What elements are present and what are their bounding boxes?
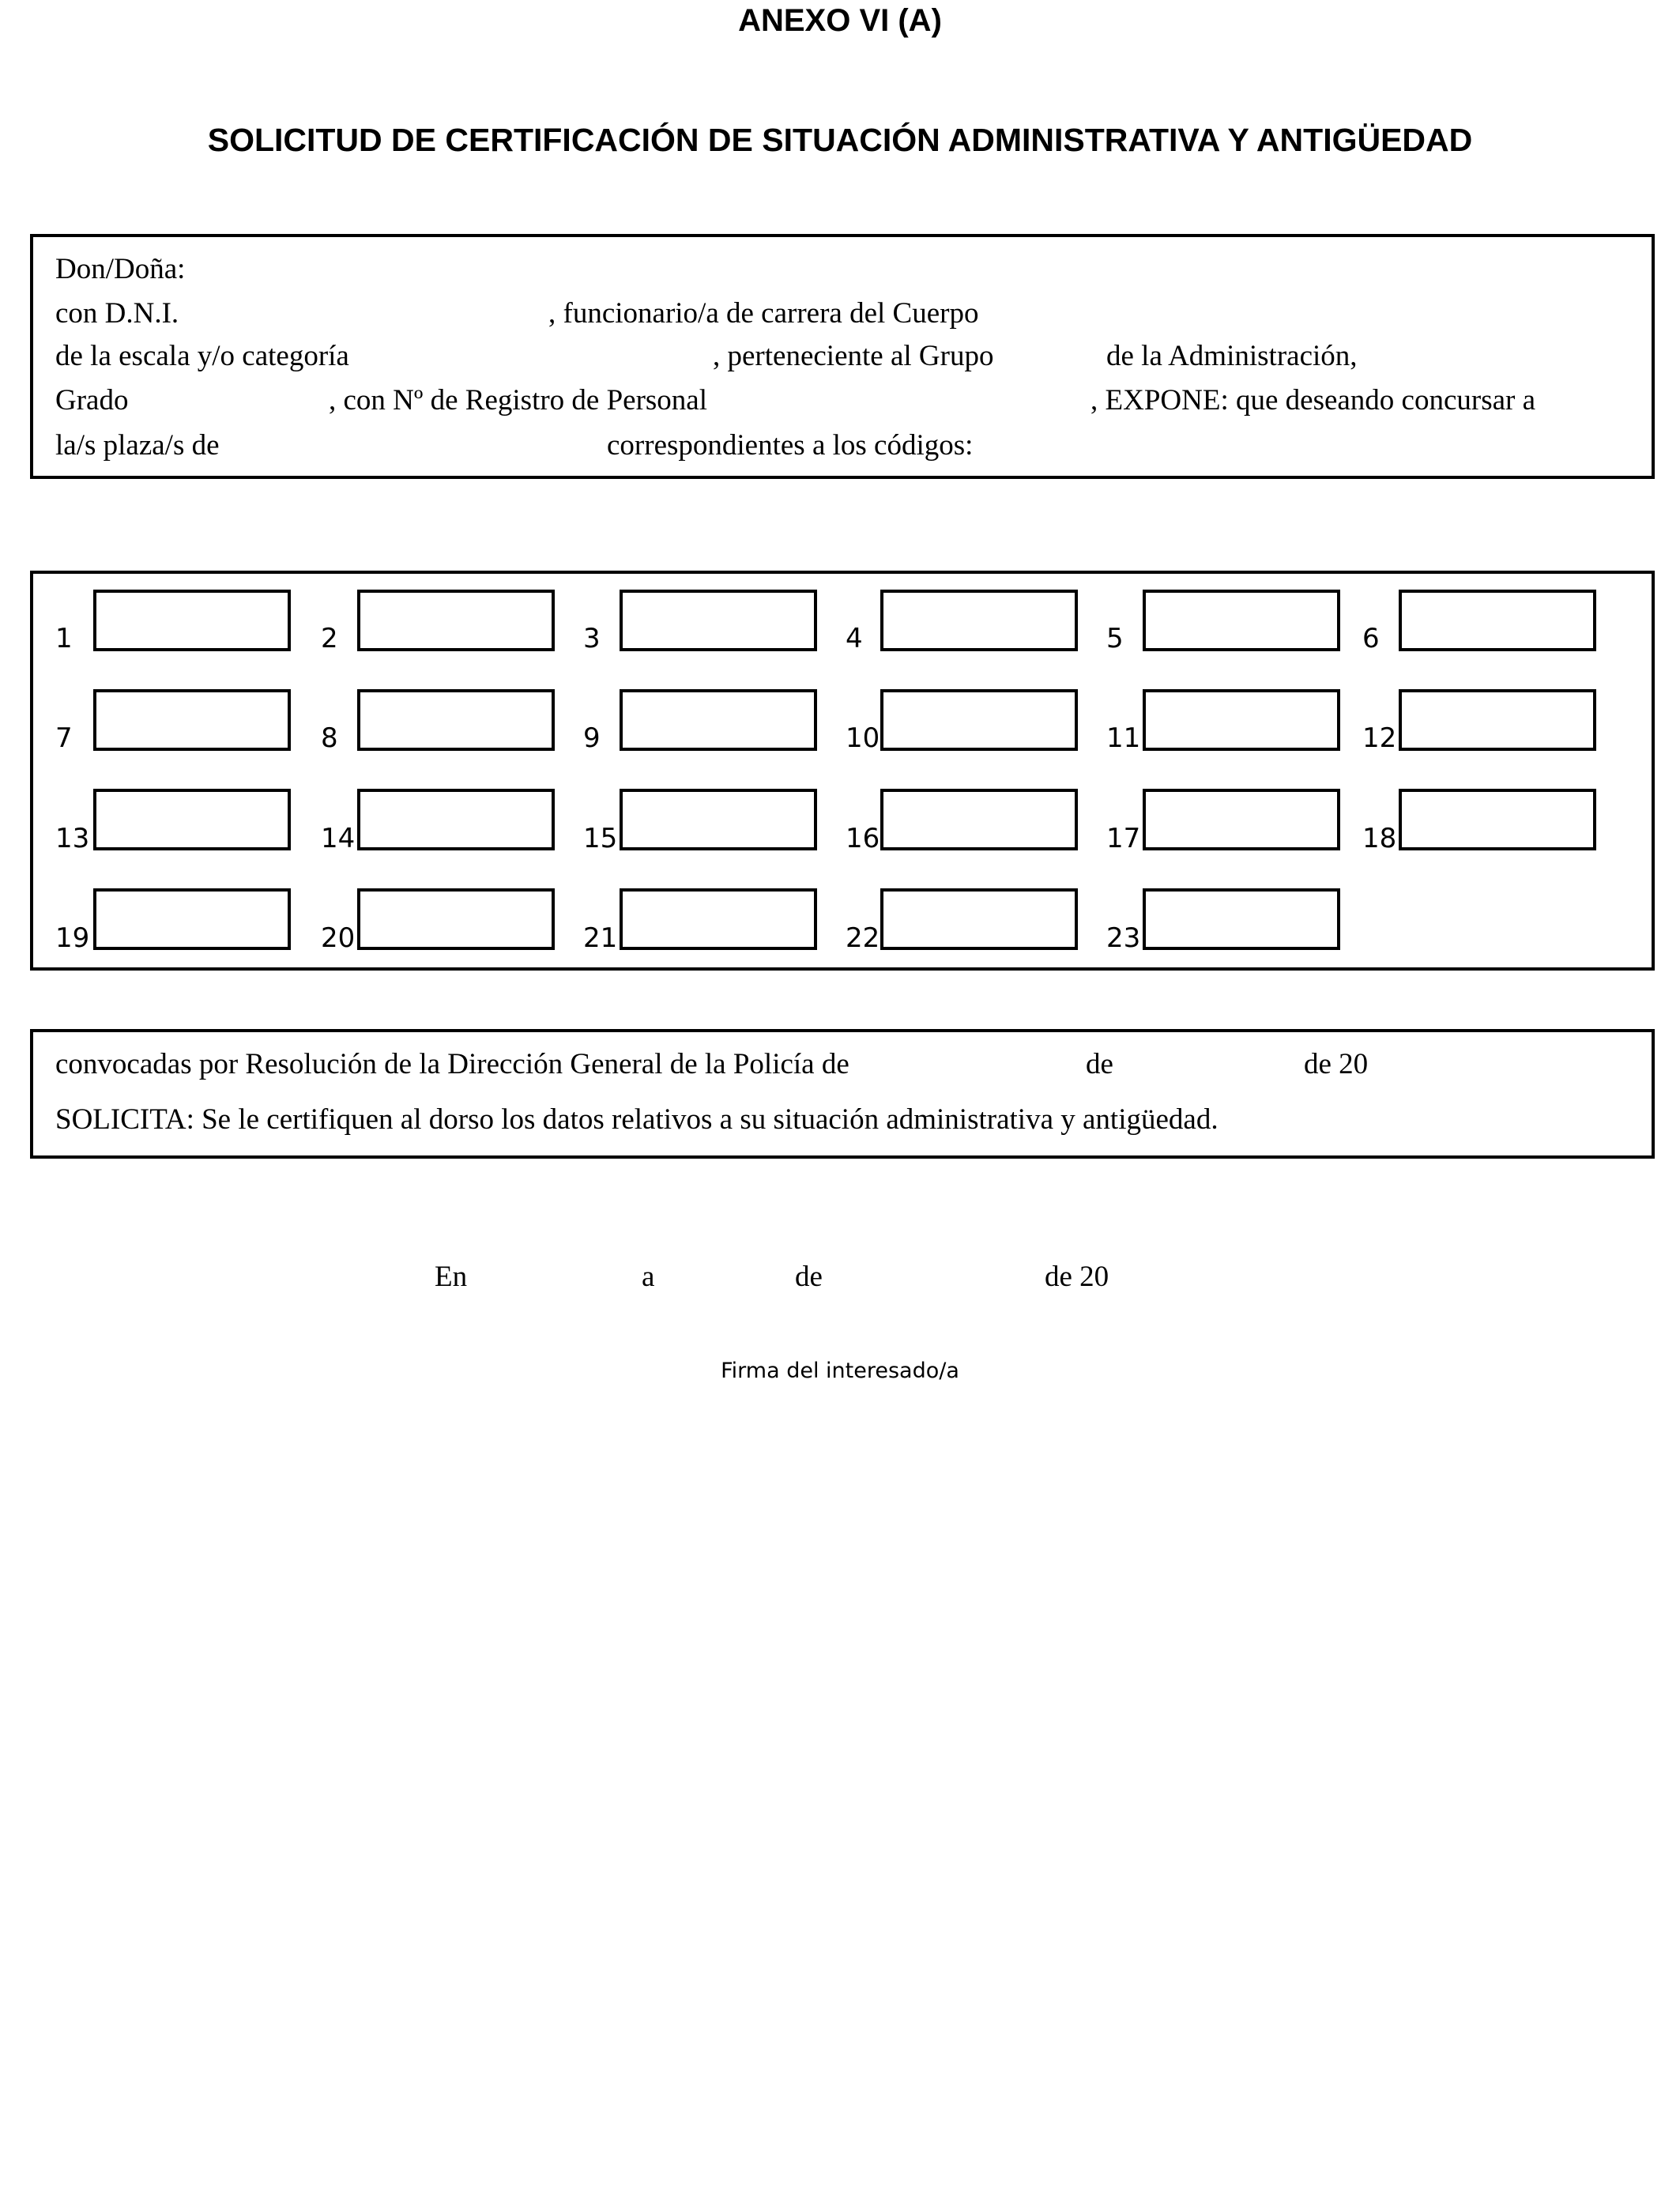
code-number: 17 bbox=[1106, 823, 1141, 854]
code-input-box[interactable] bbox=[1399, 590, 1596, 651]
code-number: 5 bbox=[1106, 623, 1124, 654]
code-input-box[interactable] bbox=[880, 789, 1078, 850]
codigos-label: correspondientes a los códigos: bbox=[607, 429, 974, 462]
annex-title: ANEXO VI (A) bbox=[738, 3, 942, 38]
form-title: SOLICITUD DE CERTIFICACIÓN DE SITUACIÓN ADMINISTRATIVA Y ANTIGÜEDAD bbox=[207, 122, 1473, 158]
code-input-box[interactable] bbox=[620, 888, 817, 950]
plazas-label: la/s plaza/s de bbox=[55, 429, 220, 462]
code-input-box[interactable] bbox=[93, 689, 291, 751]
convocadas-label: convocadas por Resolución de la Dirección General de la Policía de bbox=[55, 1048, 849, 1080]
code-number: 21 bbox=[583, 922, 618, 954]
code-input-box[interactable] bbox=[620, 689, 817, 751]
code-input-box[interactable] bbox=[357, 789, 555, 850]
registro-label: , con Nº de Registro de Personal bbox=[329, 384, 708, 417]
code-number: 8 bbox=[321, 722, 338, 754]
code-number: 15 bbox=[583, 823, 618, 854]
code-input-box[interactable] bbox=[357, 590, 555, 651]
fecha-de-label: de bbox=[795, 1261, 823, 1293]
code-number: 1 bbox=[55, 623, 73, 654]
code-number: 4 bbox=[846, 623, 863, 654]
code-input-box[interactable] bbox=[880, 689, 1078, 751]
code-input-box[interactable] bbox=[1143, 888, 1340, 950]
code-input-box[interactable] bbox=[1143, 689, 1340, 751]
code-input-box[interactable] bbox=[93, 888, 291, 950]
code-number: 14 bbox=[321, 823, 356, 854]
code-input-box[interactable] bbox=[620, 590, 817, 651]
code-number: 3 bbox=[583, 623, 601, 654]
perteneciente-label: , perteneciente al Grupo bbox=[713, 340, 994, 372]
code-number: 12 bbox=[1362, 722, 1397, 754]
firma-label: Firma del interesado/a bbox=[721, 1359, 959, 1383]
code-input-box[interactable] bbox=[1143, 590, 1340, 651]
dni-label: con D.N.I. bbox=[55, 297, 179, 330]
funcionario-label: , funcionario/a de carrera del Cuerpo bbox=[548, 297, 979, 330]
code-input-box[interactable] bbox=[880, 590, 1078, 651]
code-input-box[interactable] bbox=[880, 888, 1078, 950]
code-number: 18 bbox=[1362, 823, 1397, 854]
convocatoria-de-label: de bbox=[1086, 1048, 1113, 1080]
code-input-box[interactable] bbox=[357, 888, 555, 950]
code-number: 6 bbox=[1362, 623, 1380, 654]
code-number: 22 bbox=[846, 922, 880, 954]
code-input-box[interactable] bbox=[93, 789, 291, 850]
solicita-text: SOLICITA: Se le certifiquen al dorso los datos relativos a su situación administrativa y antigüedad. bbox=[55, 1103, 1219, 1136]
convocatoria-year-label: de 20 bbox=[1304, 1048, 1369, 1080]
code-number: 20 bbox=[321, 922, 356, 954]
code-input-box[interactable] bbox=[357, 689, 555, 751]
fecha-a-label: a bbox=[642, 1261, 655, 1293]
code-input-box[interactable] bbox=[1399, 789, 1596, 850]
don-label: Don/Doña: bbox=[55, 253, 186, 285]
code-number: 13 bbox=[55, 823, 90, 854]
code-input-box[interactable] bbox=[1143, 789, 1340, 850]
escala-label: de la escala y/o categoría bbox=[55, 340, 349, 372]
code-number: 10 bbox=[846, 722, 880, 754]
code-number: 2 bbox=[321, 623, 338, 654]
grado-label: Grado bbox=[55, 384, 129, 417]
fecha-en-label: En bbox=[435, 1261, 468, 1293]
code-input-box[interactable] bbox=[1399, 689, 1596, 751]
code-number: 7 bbox=[55, 722, 73, 754]
code-input-box[interactable] bbox=[93, 590, 291, 651]
code-number: 9 bbox=[583, 722, 601, 754]
code-number: 19 bbox=[55, 922, 90, 954]
administracion-label: de la Administración, bbox=[1106, 340, 1358, 372]
code-number: 16 bbox=[846, 823, 880, 854]
fecha-year-label: de 20 bbox=[1045, 1261, 1109, 1293]
code-number: 23 bbox=[1106, 922, 1141, 954]
code-input-box[interactable] bbox=[620, 789, 817, 850]
expone-label: , EXPONE: que deseando concursar a bbox=[1090, 384, 1536, 417]
code-number: 11 bbox=[1106, 722, 1141, 754]
